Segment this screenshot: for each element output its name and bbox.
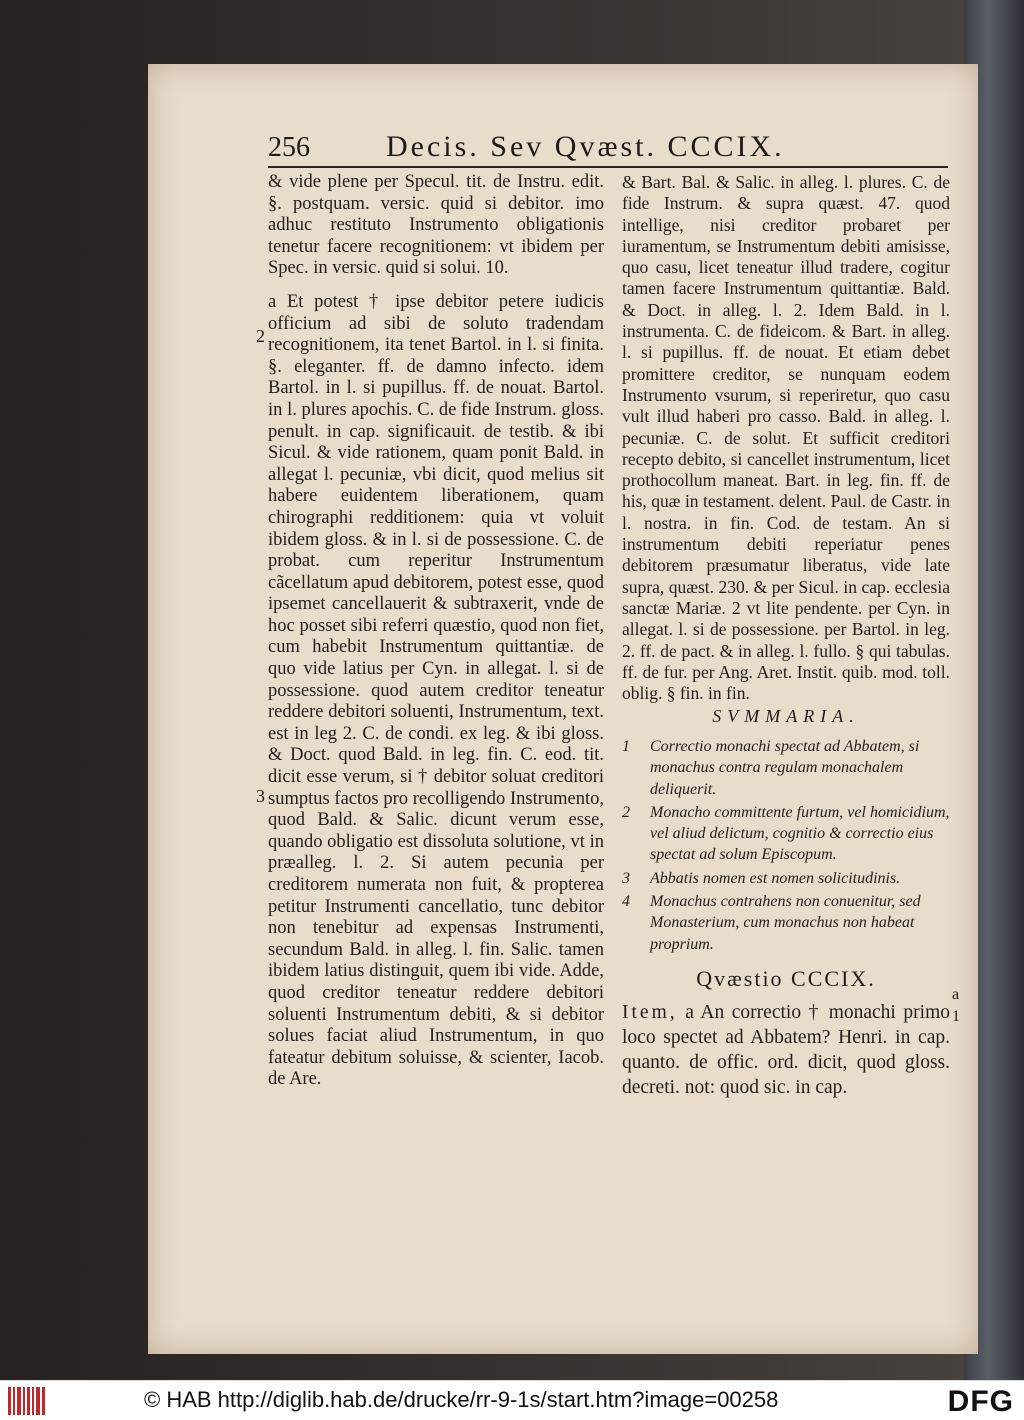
header-rule <box>268 166 948 168</box>
right-margin-note-1: 1 <box>952 1008 960 1025</box>
summaria-item-text: Monacho committente furtum, vel homicidium, vel aliud delictum, cognitio & correctio eius spectat ad solum Episcopum. <box>650 803 950 864</box>
summaria-item-number: 1 <box>622 738 630 755</box>
quaestio-body <box>622 1000 950 1100</box>
left-column <box>268 172 604 1091</box>
dfg-logo: DFG <box>947 1385 1014 1418</box>
margin-number-2: 2 <box>256 326 265 346</box>
summaria-item-number: 2 <box>622 803 630 821</box>
quaestio-opening-caps: Item, <box>622 1002 678 1023</box>
summaria-item-number: 4 <box>622 893 630 911</box>
running-head <box>268 128 828 168</box>
hab-barcode-logo <box>8 1387 46 1415</box>
left-paragraph-1: & vide plene per Specul. tit. de Instru. edit. §. postquam. versic. quid si debitor. imo adhuc restituto Instrumento obligationis tenetur facere recognitionem: vt ibidem per Spec. in versic. quid si solui. 10. <box>268 172 604 279</box>
summaria-heading: SVMMARIA. <box>712 706 860 726</box>
right-column <box>622 172 950 704</box>
source-link[interactable]: © HAB http://diglib.hab.de/drucke/rr-9-1s/start.htm?image=00258 <box>144 1387 779 1412</box>
running-head-title: Decis. Sev Qvæst. CCCIX. <box>386 130 785 163</box>
right-margin-note-a: a <box>952 986 960 1003</box>
summaria-item <box>622 891 950 955</box>
summaria-item <box>622 802 950 866</box>
summaria-item <box>622 736 950 800</box>
viewer-footer <box>0 1380 1024 1420</box>
summaria-list <box>622 736 950 957</box>
summaria-item-text: Monachus contrahens non conuenitur, sed Monasterium, cum monachus non habeat proprium. <box>650 893 921 953</box>
summaria-item-number: 3 <box>622 869 630 887</box>
page-number: 256 <box>268 132 310 163</box>
quaestio-opening-text: a An correctio † monachi primo loco spectet ad Abbatem? Henri. in cap. quanto. de offic. ord. dicit, quod gloss. decreti. not: quod sic. in cap. <box>622 1002 950 1098</box>
summaria-item-text: Abbatis nomen est nomen solicitudinis. <box>650 869 901 887</box>
quaestio-title: Qvæstio CCCIX. <box>696 966 876 991</box>
summaria-item-text: Correctio monachi spectat ad Abbatem, si monachus contra regulam monachalem deliquerit. <box>650 738 920 798</box>
right-column-text: & Bart. Bal. & Salic. in alleg. l. plures. C. de fide Instrum. & supra quæst. 47. quod intellige, nisi creditor probaret per iuramentum, se Instrumentum debiti amisisse, quo casu, licet teneatur illud tradere, cogitur tamen facere Instrumentum quittantiæ. Bald. & Doct. in alleg. l. 2. Idem Bald. in l. instrumenta. C. de fideicom. & Bart. in alleg. l. si pupillus. ff. de nouat. Et etiam debet promittere creditor, se nunquam eodem Instrumento vsurum, si reperiretur, quo casu vult illud haberi pro casso. Bald. in alleg. l. pecuniæ. C. de solut. Et sufficit creditori recepto debito, si cancellet instrumentum, licet prothocollum maneat. Bart. in leg. fin. ff. de his, quæ in testament. delent. Paul. de Castr. in l. nostra. in fin. Cod. de testam. An si instrumentum debiti reperiatur penes debitorem præsumatur liberatus, vide late supra, quæst. 230. & per Sicul. in cap. ecclesia sanctæ Mariæ. 2 vt lite pendente. per Cyn. in allegat. l. si de possessione. per Bartol. in leg. 2. ff. de pact. & in alleg. l. fullo. § qui tabulas. ff. de fur. per Ang. Aret. Instit. quib. mod. toll. oblig. § fin. in fin. <box>622 172 950 704</box>
left-paragraph-2: a Et potest † ipse debitor petere iudicis officium ad sibi de soluto tradendam recognitionem, ita tenet Bartol. in l. si finita. §. eleganter. ff. de damno infecto. idem Bartol. in l. si pupillus. ff. de nouat. Bartol. in l. plures apochis. C. de fide Instrum. gloss. penult. in cap. significauit. de testib. & ibi Sicul. & vide rationem, quam ponit Bald. in allegat l. pecuniæ, vbi dicit, quod melius sit habere euidentem liberationem, quam chirographi redditionem: quia vt voluit ibidem gloss. & in l. si de possessione. C. de probat. cum reperitur Instrumentum cãcellatum apud debitorem, potest esse, quod ipsemet cancellauerit & subtraxerit, vnde de hoc posset sibi referri quæstio, quod non fiet, cum habebit Instrumentum quittantiæ. de quo vide latius per Cyn. in allegat. l. si de possessione. quod autem creditor teneatur reddere debitori soluenti, Instrumentum, text. est in leg 2. C. de condi. ex leg. & ibi gloss. & Doct. quod Bald. in leg. fin. C. eod. tit. dicit esse verum, si † debitor soluat creditori sumptus factos pro recolligendo Instrumento, quod Bald. & Salic. dicunt verum esse, quando obligatio est dissoluta solutione, vt in præallеg. l. 2. Si autem pecunia per creditorem numerata non fuit, & propterea petitur Instrumenti cancellatio, tunc debitor non tenebitur ad expensas Instrumenti, secundum Bald. in alleg. l. fin. Salic. tamen ibidem latius distinguit, quem ibi vide. Adde, quod creditor teneatur reddere debitori soluenti Instrumentum debiti, & si debitor solues faciat aliud Instrumentum, in quo fateatur debitum soluisse, & scienter, Iacob. de Are. <box>268 291 604 1090</box>
margin-number-3: 3 <box>256 786 265 806</box>
summaria-item <box>622 868 950 889</box>
